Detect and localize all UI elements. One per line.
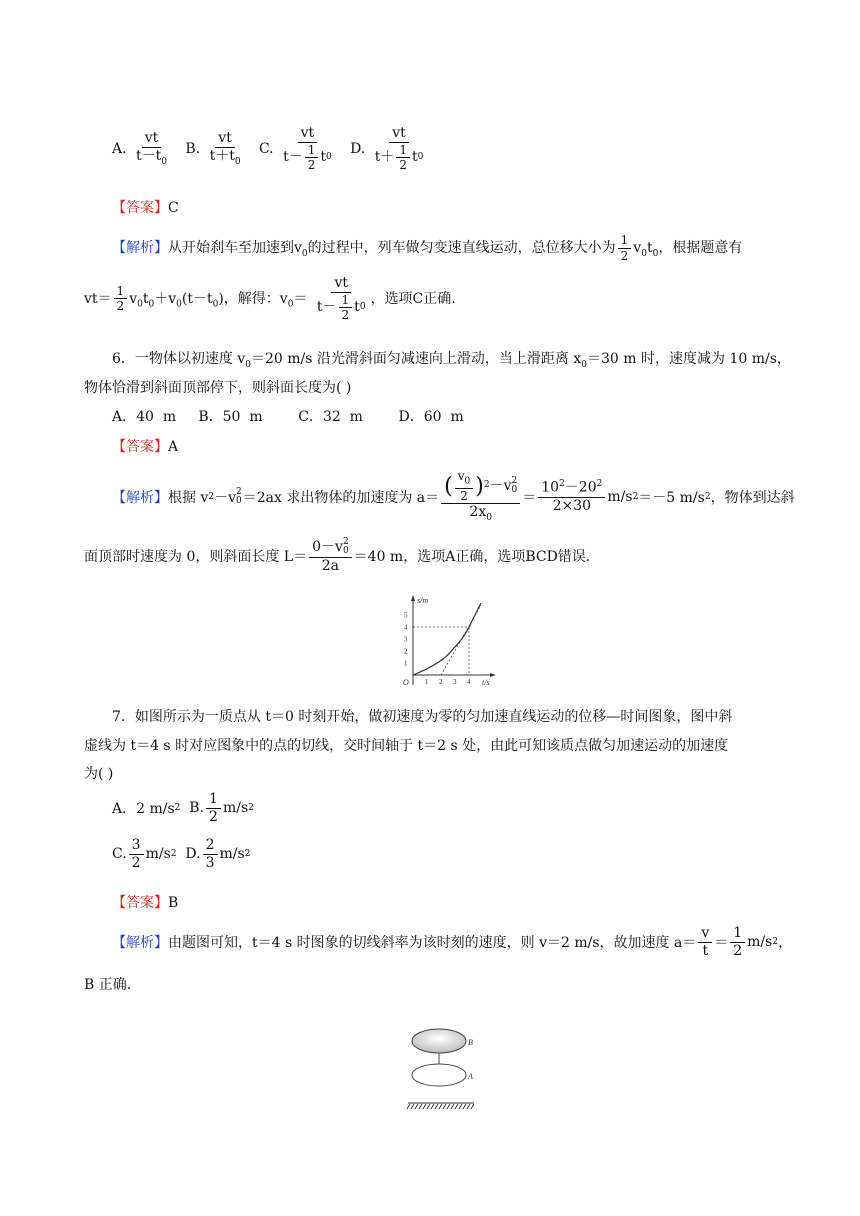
discs-figure bbox=[400, 1024, 500, 1116]
q6-stem-line2: 物体恰滑到斜面顶部停下，则斜面长度为( ) bbox=[84, 380, 352, 396]
y-tick-label: 1 bbox=[404, 659, 408, 668]
q5-option-a-fraction bbox=[133, 131, 170, 167]
x-tick-label: 4 bbox=[467, 678, 471, 686]
q5-option-b-numerator: vt bbox=[215, 131, 235, 148]
q7-analysis-line1: 【解析】 由题图可知，t＝4 s 时图象的切线斜率为该时刻的速度，则 v＝2 m/s，故加速度 a＝ $\frac{v}{t}$ ＝ $\frac{1}{2}$ m/s 2 ， bbox=[112, 925, 793, 959]
q5-analysis-line1: 【解析】从开始刹车至加速到$v_0$的过程中，列车做匀变速直线运动，总位移大小为 $\frac{1}{2}$ $v_0t_0$，根据题意有 bbox=[112, 233, 743, 263]
x-tick-label: 3 bbox=[453, 678, 457, 686]
st-graph bbox=[393, 593, 503, 693]
y-tick-label: 3 bbox=[404, 635, 408, 644]
q7-stem-line3: 为( ) bbox=[84, 766, 114, 782]
y-tick-label: 2 bbox=[404, 647, 408, 656]
q7-stem-line1: 7．如图所示为一质点从 t＝0 时刻开始，做初速度为零的匀加速直线运动的位移—时间图象，图中斜 bbox=[112, 709, 733, 725]
label-b: B bbox=[468, 1038, 473, 1047]
y-tick-labels bbox=[404, 612, 408, 668]
q5-option-a-denominator: $t-t_0$ bbox=[136, 147, 168, 167]
y-tick-label: 5 bbox=[404, 611, 408, 620]
q5-options bbox=[112, 126, 428, 172]
q5-option-b-label: B. bbox=[185, 140, 201, 157]
analysis-tag: 【解析】 bbox=[112, 240, 168, 257]
x-axis-arrow bbox=[490, 673, 496, 677]
q5-answer bbox=[112, 197, 179, 217]
q5-option-b-fraction bbox=[207, 131, 244, 167]
q6-answer: 【答案】A bbox=[112, 439, 179, 455]
ground-hatching bbox=[407, 1104, 474, 1109]
q7-options-row2: C. $\frac{3}{2}$ m/s 2 D. $\frac{2}{3}$ m/s 2 bbox=[112, 837, 251, 871]
q6-stem-line1: 6．一物体以初速度 $v_0=20$ m/s 沿光滑斜面匀减速向上滑动，当上滑距离 $x_0=30$ m 时，速度减为 10 m/s， bbox=[112, 351, 791, 370]
q6-analysis-line1: 【解析】 根据 v 2 －v 2 0 ＝2ax 求出物体的加速度为 a＝ ( $\frac{v_0}{2}$ ) 2 －v 2 0 $2x_0$ ＝ $\frac{10^2-20^2}{2\times 30}$ m/s 2 ＝－5 m/s 2 ，物体到达斜 bbox=[112, 469, 795, 524]
q5-option-a-label: A. bbox=[112, 140, 127, 157]
q5-result-fraction: vt t－ $\frac{1}{2}$ t 0 bbox=[316, 275, 366, 323]
q5-option-c-label: C. bbox=[258, 140, 274, 157]
q7-stem-line2: 虚线为 t＝4 s 时对应图象中的点的切线，交时间轴于 t＝2 s 处，由此可知该质点做匀加速运动的加速度 bbox=[84, 738, 729, 754]
answer-value: C bbox=[168, 200, 179, 216]
y-axis-arrow bbox=[411, 595, 415, 601]
q5-option-d-label: D. bbox=[350, 140, 366, 157]
q5-option-b-denominator: $t+t_0$ bbox=[209, 147, 241, 167]
q5-analysis-line2: vt＝ $\frac{1}{2}$ $v_0t_0+v_0(t-t_0)$，解得：$v_0=$ vt t－ $\frac{1}{2}$ t 0 ，选项C正确. bbox=[84, 275, 456, 323]
q6-accel-fraction: ( $\frac{v_0}{2}$ ) 2 －v 2 0 $2x_0$ bbox=[441, 470, 520, 524]
x-tick-labels bbox=[425, 678, 471, 686]
q5-option-c-denominator: t－ $\frac{1}{2}$ t 0 bbox=[283, 142, 332, 173]
q6-numeric-fraction: $\frac{10^2-20^2}{2\times 30}$ bbox=[538, 480, 605, 513]
y-tick-label: 4 bbox=[404, 623, 408, 632]
origin-label: O bbox=[403, 678, 409, 687]
q5-option-a-numerator: vt bbox=[142, 131, 162, 148]
q7-analysis-line2: B 正确. bbox=[84, 977, 132, 993]
q5-option-d-denominator: t＋ $\frac{1}{2}$ t 0 bbox=[374, 142, 424, 173]
q5-option-d-fraction bbox=[372, 126, 427, 172]
q6-length-fraction: 0－v 2 0 2a bbox=[309, 538, 352, 574]
q7-options-row1: A．2 m/s 2 B. $\frac{1}{2}$ m/s 2 bbox=[112, 791, 254, 825]
answer-tag: 【答案】 bbox=[112, 200, 168, 216]
x-tick-label: 2 bbox=[439, 678, 443, 686]
y-axis-label: s/m bbox=[417, 596, 429, 605]
q5-option-d-numerator: vt bbox=[389, 126, 409, 143]
q5-option-c-numerator: vt bbox=[298, 126, 318, 143]
x-tick-label: 1 bbox=[425, 678, 429, 686]
label-a: A bbox=[468, 1072, 473, 1081]
q6-options: A．40 m B．50 m C．32 m D．60 m bbox=[112, 409, 464, 425]
disc-b bbox=[412, 1029, 466, 1053]
x-axis-label: t/s bbox=[482, 678, 490, 687]
q5-option-c-fraction bbox=[280, 126, 335, 172]
q7-answer: 【答案】B bbox=[112, 895, 179, 911]
disc-a bbox=[412, 1064, 466, 1086]
q6-analysis-line2: 面顶部时速度为 0，则斜面长度 L＝ 0－v 2 0 2a ＝40 m，选项A正确，选项BCD错误. bbox=[84, 537, 591, 574]
